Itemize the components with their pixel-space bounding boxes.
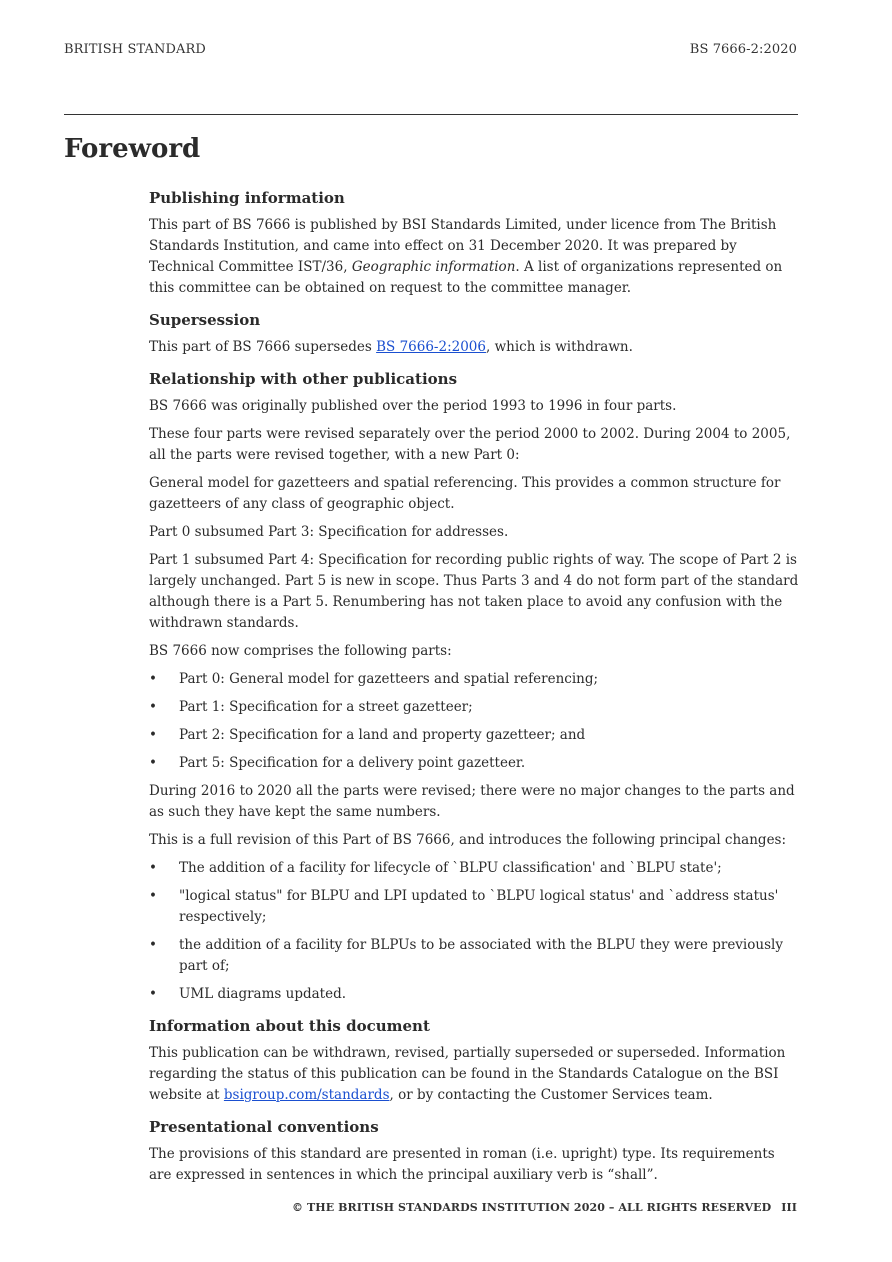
paragraph: The provisions of this standard are presented in roman (i.e. upright) type. Its requirements are expressed in sentences in which the principal auxiliary verb is “shall”. <box>149 1146 775 1183</box>
list-item: • UML diagrams updated. <box>149 984 799 1005</box>
paragraph: These four parts were revised separately over the period 2000 to 2002. During 2004 to 2005, all the parts were revised together, with a new Part 0: <box>149 426 791 463</box>
text-run: This part of BS 7666 is published by BSI Standards Limited, under licence from The British Standards Institution, and came into effect on 31 December 2020. It was prepared by Technical Committee IST/36, <box>149 217 777 275</box>
list-item: • Part 2: Specification for a land and property gazetteer; and <box>149 725 799 746</box>
text-run: This part of BS 7666 supersedes <box>149 339 377 355</box>
page-title: Foreword <box>64 134 201 164</box>
paragraph <box>149 215 799 299</box>
section-heading: Publishing information <box>149 189 345 207</box>
list-item: • "logical status" for BLPU and LPI updated to `BLPU logical status' and `address status' respectively; <box>149 886 799 928</box>
section-heading: Relationship with other publications <box>149 370 458 388</box>
paragraph: General model for gazetteers and spatial referencing. This provides a common structure for gazetteers of any class of geographic object. <box>149 475 781 512</box>
paragraph: BS 7666 was originally published over the period 1993 to 1996 in four parts. <box>149 398 677 414</box>
changes-list <box>149 858 799 1005</box>
parts-list <box>149 669 799 774</box>
page-footer <box>292 1201 797 1214</box>
paragraph <box>149 337 799 358</box>
list-item: • The addition of a facility for lifecycle of `BLPU classification' and `BLPU state'; <box>149 858 799 879</box>
section-information-about-document <box>149 1015 799 1106</box>
foreword-body <box>149 187 799 1196</box>
list-item: • the addition of a facility for BLPUs to be associated with the BLPU they were previously part of; <box>149 935 799 977</box>
text-run: . A list of organizations represented on this committee can be obtained on request to the committee manager. <box>149 259 783 296</box>
list-item: • Part 1: Specification for a street gazetteer; <box>149 697 799 718</box>
header-rule <box>64 114 798 115</box>
bsi-standards-link[interactable]: bsigroup.com/standards <box>223 1087 390 1103</box>
paragraph: This is a full revision of this Part of BS 7666, and introduces the following principal changes: <box>149 832 787 848</box>
text-run: This publication can be withdrawn, revised, partially superseded or superseded. Information regarding the status of this publication can be found in the Standards Catalogue on the BSI website at <box>149 1045 786 1103</box>
committee-name: Geographic information <box>351 259 516 275</box>
running-header-right: BS 7666-2:2020 <box>689 42 797 57</box>
text-run: , which is withdrawn. <box>485 339 633 355</box>
paragraph: BS 7666 now comprises the following parts: <box>149 643 452 659</box>
paragraph: Part 1 subsumed Part 4: Specification for recording public rights of way. The scope of Part 2 is largely unchanged. Part 5 is new in scope. Thus Parts 3 and 4 do not form part of the standard although there is a Part 5. Renumbering has not taken place to avoid any confusion with the withdrawn standards. <box>149 552 799 631</box>
paragraph: Part 0 subsumed Part 3: Specification for addresses. <box>149 524 509 540</box>
section-publishing-information <box>149 187 799 299</box>
section-relationship <box>149 368 799 1005</box>
list-item: • Part 5: Specification for a delivery point gazetteer. <box>149 753 799 774</box>
superseded-standard-link[interactable]: BS 7666-2:2006 <box>376 339 486 355</box>
copyright-notice: © THE BRITISH STANDARDS INSTITUTION 2020 – ALL RIGHTS RESERVED <box>291 1201 772 1214</box>
paragraph: During 2016 to 2020 all the parts were revised; there were no major changes to the parts and as such they have kept the same numbers. <box>149 783 795 820</box>
section-heading: Supersession <box>149 311 261 329</box>
running-header-left: BRITISH STANDARD <box>64 42 206 57</box>
section-supersession <box>149 309 799 358</box>
text-run: , or by contacting the Customer Services team. <box>389 1087 713 1103</box>
section-presentational-conventions <box>149 1116 799 1186</box>
list-item: • Part 0: General model for gazetteers and spatial referencing; <box>149 669 799 690</box>
section-heading: Presentational conventions <box>149 1118 379 1136</box>
paragraph <box>149 1043 799 1106</box>
page-number: III <box>781 1201 797 1214</box>
section-heading: Information about this document <box>149 1017 430 1035</box>
